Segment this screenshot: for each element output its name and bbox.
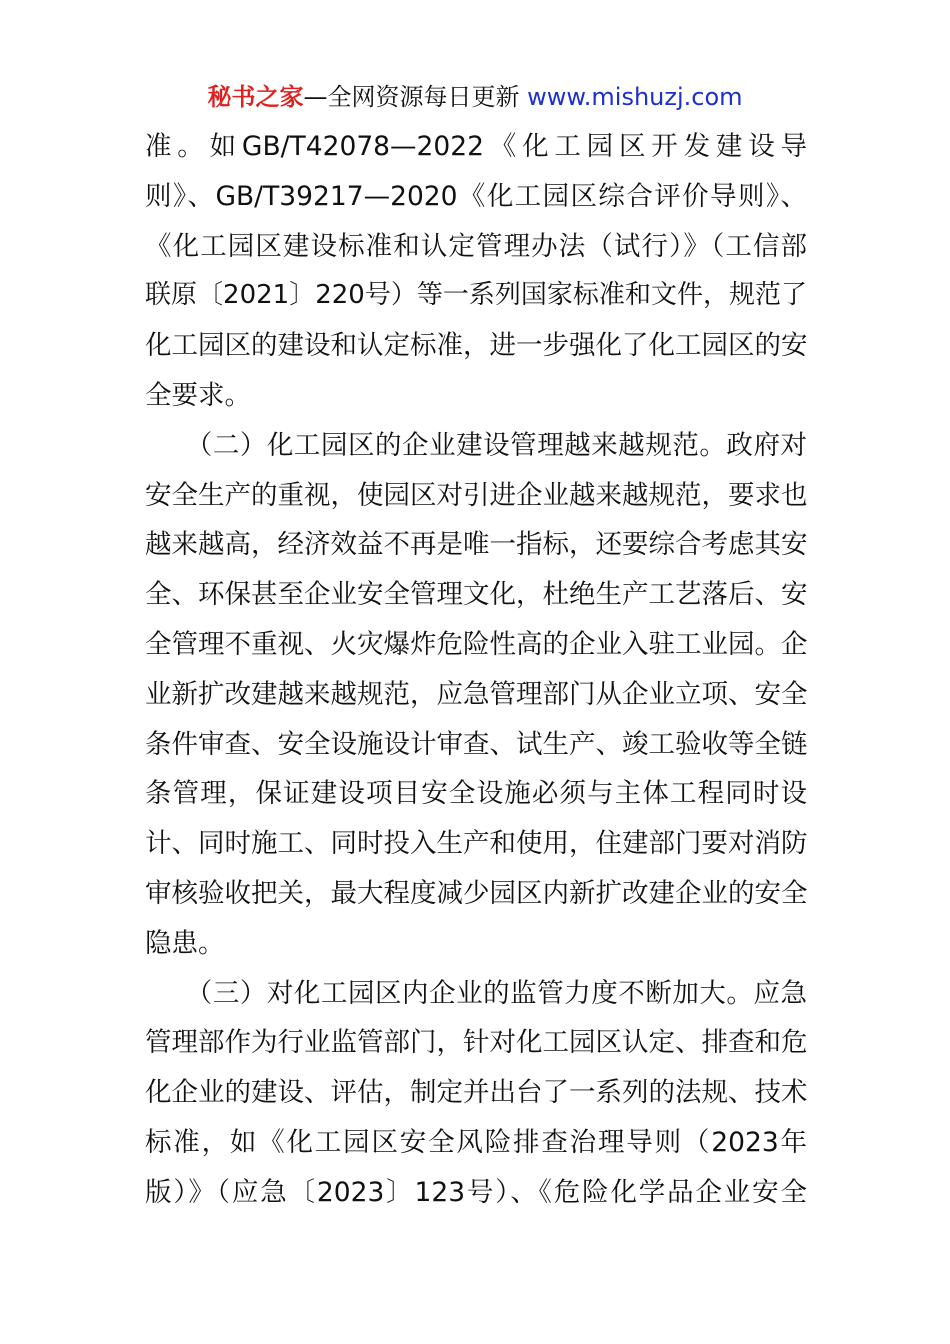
text-line: 全管理不重视、火灾爆炸危险性高的企业入驻工业园。企 (145, 628, 807, 660)
text-line: 隐患。 (145, 927, 225, 959)
text-line: 则》、GB/T39217—2020《化工园区综合评价导则》、 (145, 180, 807, 212)
text-line: 准。如GB/T42078—2022《化工园区开发建设导 (145, 131, 807, 162)
body-text (145, 122, 807, 1218)
text-line: 管理部作为行业监管部门，针对化工园区认定、排查和危 (145, 1027, 807, 1059)
text-line: 计、同时施工、同时投入生产和使用，住建部门要对消防 (145, 828, 807, 860)
text-line: 化企业的建设、评估，制定并出台了一系列的法规、技术 (145, 1077, 807, 1109)
text-line: 《化工园区建设标准和认定管理办法（试行）》（工信部 (145, 230, 807, 262)
text-line: 安全生产的重视，使园区对引进企业越来越规范，要求也 (145, 479, 807, 511)
text-line: 联原〔2021〕220号）等一系列国家标准和文件，规范了 (145, 280, 807, 311)
header-slogan: —全网资源每日更新 (303, 83, 520, 111)
text-line: 化工园区的建设和认定标准，进一步强化了化工园区的安 (145, 330, 807, 362)
site-header (0, 80, 950, 114)
text-line: 审核验收把关，最大程度减少园区内新扩改建企业的安全 (145, 877, 807, 909)
text-line: 越来越高，经济效益不再是唯一指标，还要综合考虑其安 (145, 529, 807, 561)
text-line: 全要求。 (145, 379, 251, 411)
text-line: 业新扩改建越来越规范，应急管理部门从企业立项、安全 (145, 678, 807, 710)
text-line: 条管理，保证建设项目安全设施必须与主体工程同时设 (145, 778, 807, 810)
site-url-link[interactable]: www.mishuzj.com (527, 83, 743, 111)
text-line: 版）》（应急〔2023〕123号）、《危险化学品企业安全 (145, 1176, 807, 1208)
text-line: 全、环保甚至企业安全管理文化，杜绝生产工艺落后、安 (145, 579, 807, 611)
text-line: 标准，如《化工园区安全风险排查治理导则（2023年 (145, 1126, 807, 1158)
text-line: 条件审查、安全设施设计审查、试生产、竣工验收等全链 (145, 728, 807, 760)
text-line: （二）化工园区的企业建设管理越来越规范。政府对 (145, 429, 807, 461)
text-line: （三）对化工园区内企业的监管力度不断加大。应急 (145, 977, 807, 1009)
brand-name: 秘书之家 (207, 83, 304, 111)
